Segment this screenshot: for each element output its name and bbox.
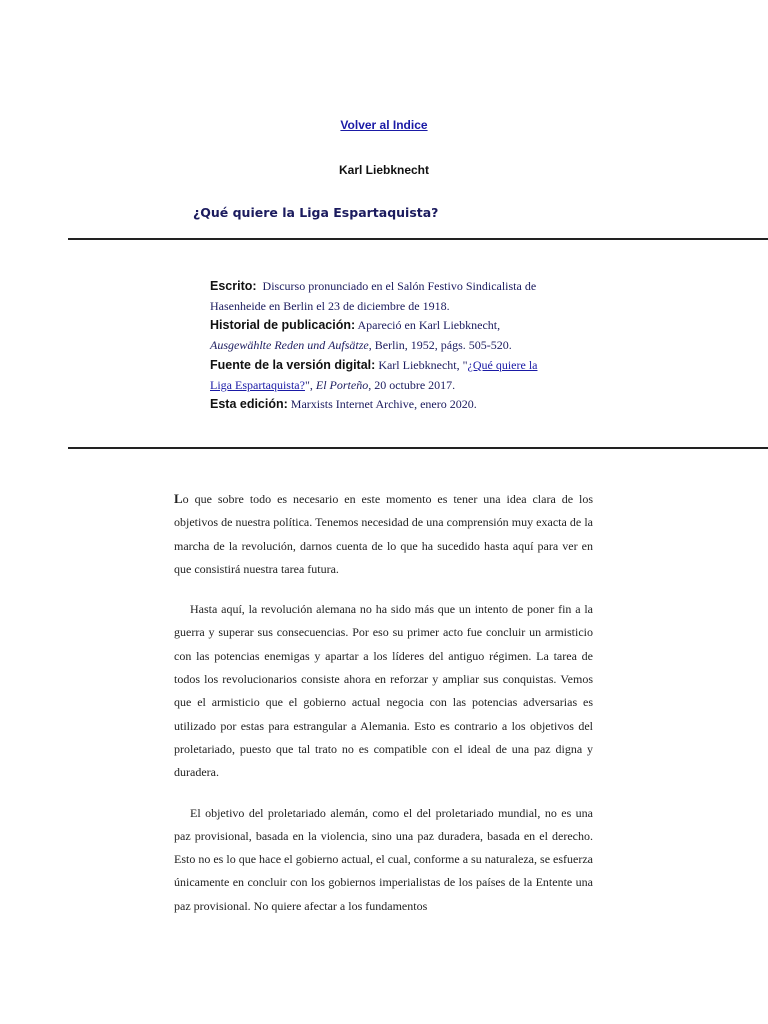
publication-info xyxy=(210,277,560,415)
paragraph-1-text: o que sobre todo es necesario en este momento es tener una idea clara de los objetivos de nuestra política. Tenemos necesidad de una comprensión muy exacta de la marcha de la revolución, darnos cuenta de lo que ha sucedido hasta aquí para ver en que consistirá nuestra tarea futura. xyxy=(174,492,593,576)
back-to-index-link[interactable]: Volver al Indice xyxy=(340,118,428,132)
digital-source-pre: Karl Liebknecht, " xyxy=(378,357,468,372)
edition-label: Esta edición: xyxy=(210,397,288,412)
book-title: Ausgewählte Reden und Aufsätze xyxy=(210,338,369,353)
publication-history-label: Historial de publicación: xyxy=(210,318,356,333)
drop-cap: L xyxy=(174,491,183,506)
digital-source-link[interactable]: ¿Qué quiere la Liga Espartaquista? xyxy=(210,357,538,392)
written-text: Discurso pronunciado en el Salón Festivo Sindicalista de Hasenheide en Berlin el 23 de diciembre de 1918. xyxy=(210,279,537,313)
written-label: Escrito: xyxy=(210,279,257,293)
publication-history-post: , Berlin, 1952, págs. 505-520. xyxy=(368,338,512,353)
digital-source-mid: ", xyxy=(304,377,313,392)
digital-source-post: , 20 octubre 2017. xyxy=(368,377,456,392)
author-name: Karl Liebknecht xyxy=(338,163,430,177)
bottom-divider xyxy=(68,447,768,449)
publication-history-pre: Apareció en Karl Liebknecht, xyxy=(357,318,501,333)
edition-text: Marxists Internet Archive, enero 2020. xyxy=(290,397,477,412)
digital-source-publication: El Porteño xyxy=(315,377,369,392)
paragraph-1 xyxy=(174,487,593,581)
speech-body xyxy=(174,487,593,935)
paragraph-2: Hasta aquí, la revolución alemana no ha sido más que un intento de poner fin a la guerra y superar sus consecuencias. Por eso su primer acto fue concluir un armisticio con las potencias enemigas y apartar a los líderes del antiguo régimen. La tarea de todos los revolucionarios consiste ahora en reforzar y ampliar sus conquistas. Vemos que el armisticio que el gobierno actual negocia con las potencias adversarias es utilizado por estas para estrangular a Alemania. Esto es contrario a los objetivos del proletariado, puesto que tal trato no es compatible con el ideal de una paz digna y duradera. xyxy=(174,602,593,780)
top-divider xyxy=(68,238,768,240)
paragraph-3: El objetivo del proletariado alemán, como el del proletariado mundial, no es una paz provisional, basada en la violencia, sino una paz duradera, basada en el derecho. Esto no es lo que hace el gobierno actual, el cual, conforme a su naturaleza, se esfuerza únicamente en concluir con los gobiernos imperialistas de los países de la Entente una paz provisional. No quiere afectar a los fundamentos xyxy=(174,805,593,913)
digital-source-label: Fuente de la versión digital: xyxy=(210,357,376,372)
page-title: ¿Qué quiere la Liga Espartaquista? xyxy=(193,205,439,220)
